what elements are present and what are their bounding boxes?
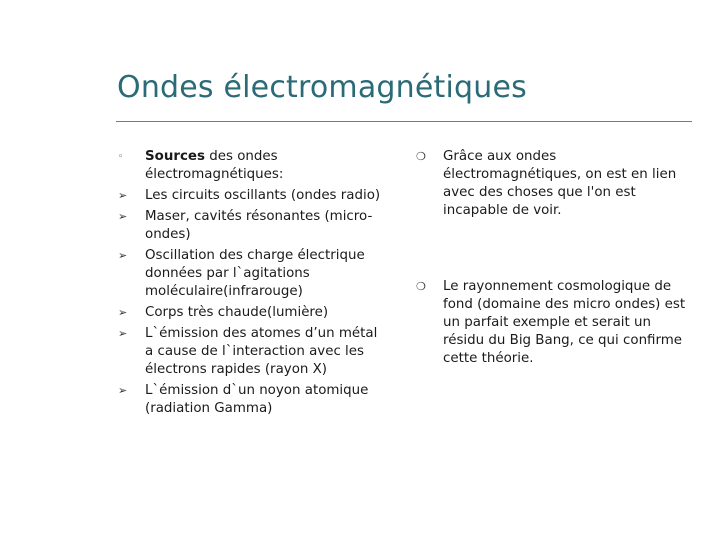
list-item <box>118 247 388 301</box>
list-item <box>118 382 388 418</box>
list-item <box>416 278 692 368</box>
arrow-bullet-icon: ➢ <box>118 327 128 340</box>
list-item-text: L`émission des atomes d’un métal a cause de l`interaction avec les électrons rapides (rayon X) <box>145 326 378 377</box>
arrow-bullet-icon: ➢ <box>118 384 128 397</box>
slide-title: Ondes électromagnétiques <box>117 70 527 105</box>
list-item-text: Grâce aux ondes électromagnétiques, on est en lien avec des choses que l'on est incapable de voir. <box>443 149 677 218</box>
list-item-text: Les circuits oscillants (ondes radio) <box>145 188 381 203</box>
list-item <box>118 325 388 379</box>
list-item-text: Le rayonnement cosmologique de fond (domaine des micro ondes) est un parfait exemple et serait un résidu du Big Bang, ce qui confirme cette théorie. <box>443 279 686 366</box>
list-item <box>118 187 388 205</box>
title-divider <box>116 121 692 122</box>
circle-bullet-icon: ❍ <box>416 280 426 293</box>
circle-bullet-icon: ❍ <box>416 150 426 163</box>
list-item-text <box>145 149 283 182</box>
intro-rest-text: des ondes électromagnétiques: <box>145 149 284 182</box>
right-bullet-list <box>416 148 692 368</box>
ring-bullet-icon: ◦ <box>118 152 124 162</box>
arrow-bullet-icon: ➢ <box>118 306 128 319</box>
list-item <box>118 304 388 322</box>
list-item-text: Corps très chaude(lumière) <box>145 305 329 320</box>
list-item-text: L`émission d`un noyon atomique (radiation Gamma) <box>145 383 369 416</box>
list-item <box>118 148 388 184</box>
list-item <box>416 148 692 220</box>
left-bullet-list <box>118 148 388 421</box>
list-item-text: Oscillation des charge électrique données par l`agitations moléculaire(infrarouge) <box>145 248 365 299</box>
intro-bold-text: Sources <box>145 149 205 164</box>
list-item-text: Maser, cavités résonantes (micro-ondes) <box>145 209 373 242</box>
arrow-bullet-icon: ➢ <box>118 210 128 223</box>
arrow-bullet-icon: ➢ <box>118 189 128 202</box>
arrow-bullet-icon: ➢ <box>118 249 128 262</box>
list-item <box>118 208 388 244</box>
